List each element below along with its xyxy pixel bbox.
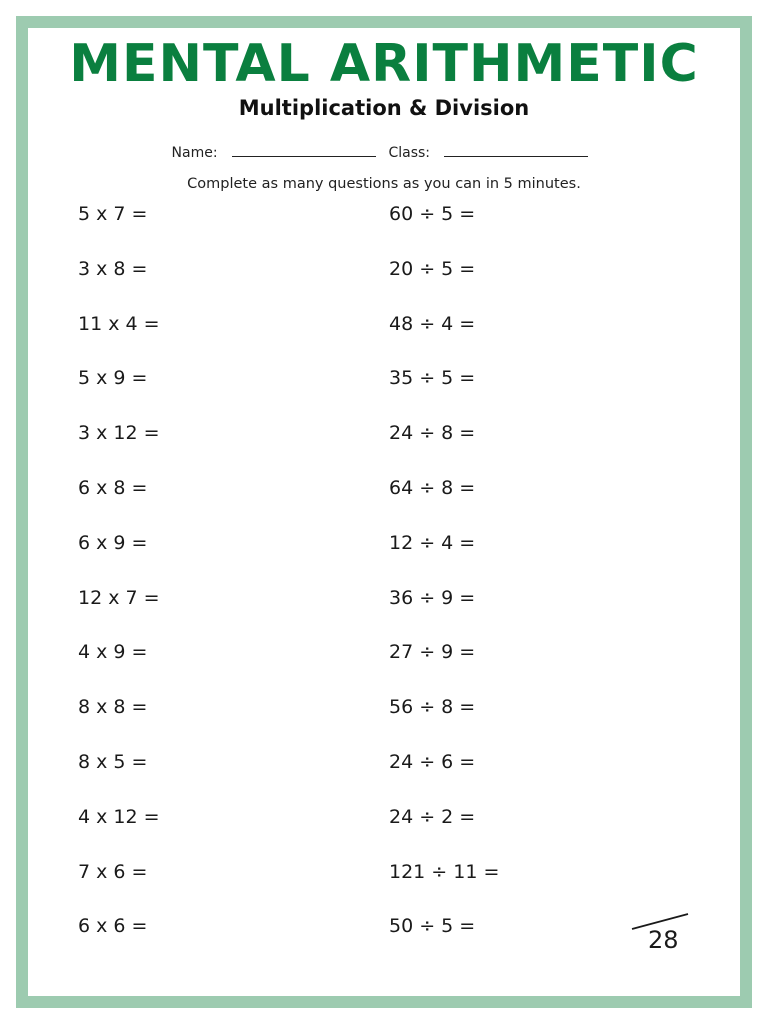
question-multiplication: 6 x 6 = [78,915,148,938]
question-division: 27 ÷ 9 = [389,641,476,664]
question-multiplication: 3 x 8 = [78,257,148,280]
score-obtained-field[interactable] [630,902,670,922]
question-division: 60 ÷ 5 = [389,203,476,225]
instructions: Complete as many questions as you can in 5 minutes. [187,176,581,192]
question-multiplication: 7 x 6 = [78,860,148,883]
question-multiplication: 12 x 7 = [78,586,160,609]
question-division: 50 ÷ 5 = [389,915,476,938]
question-division: 36 ÷ 9 = [389,586,476,609]
question-multiplication: 4 x 12 = [78,805,160,828]
question-multiplication: 5 x 9 = [78,367,148,390]
question-division: 48 ÷ 4 = [389,312,476,335]
division-column [389,202,499,969]
name-class-row [0,144,768,161]
name-label: Name: [171,145,218,161]
name-field[interactable] [232,144,376,157]
question-division: 121 ÷ 11 = [389,860,500,883]
question-division: 24 ÷ 6 = [389,750,476,773]
multiplication-column [78,202,160,969]
question-division: 64 ÷ 8 = [389,476,476,499]
question-division: 24 ÷ 2 = [389,805,476,828]
question-multiplication: 6 x 9 = [78,531,148,554]
question-multiplication: 8 x 8 = [78,696,148,719]
question-division: 24 ÷ 8 = [389,422,476,445]
class-label: Class: [388,145,431,161]
question-multiplication: 3 x 12 = [78,422,160,445]
question-division: 35 ÷ 5 = [389,367,476,390]
question-division: 12 ÷ 4 = [389,531,476,554]
score-total: 28 [648,926,679,954]
question-multiplication: 5 x 7 = [78,203,148,225]
question-multiplication: 11 x 4 = [78,312,160,335]
question-division: 56 ÷ 8 = [389,696,476,719]
page-subtitle: Multiplication & Division [238,96,530,120]
class-field[interactable] [444,144,588,157]
question-multiplication: 8 x 5 = [78,750,148,773]
question-multiplication: 6 x 8 = [78,476,148,499]
question-division: 20 ÷ 5 = [389,257,476,280]
page-title: MENTAL ARITHMETIC [69,34,699,94]
question-multiplication: 4 x 9 = [78,641,148,664]
score-box [630,902,700,962]
